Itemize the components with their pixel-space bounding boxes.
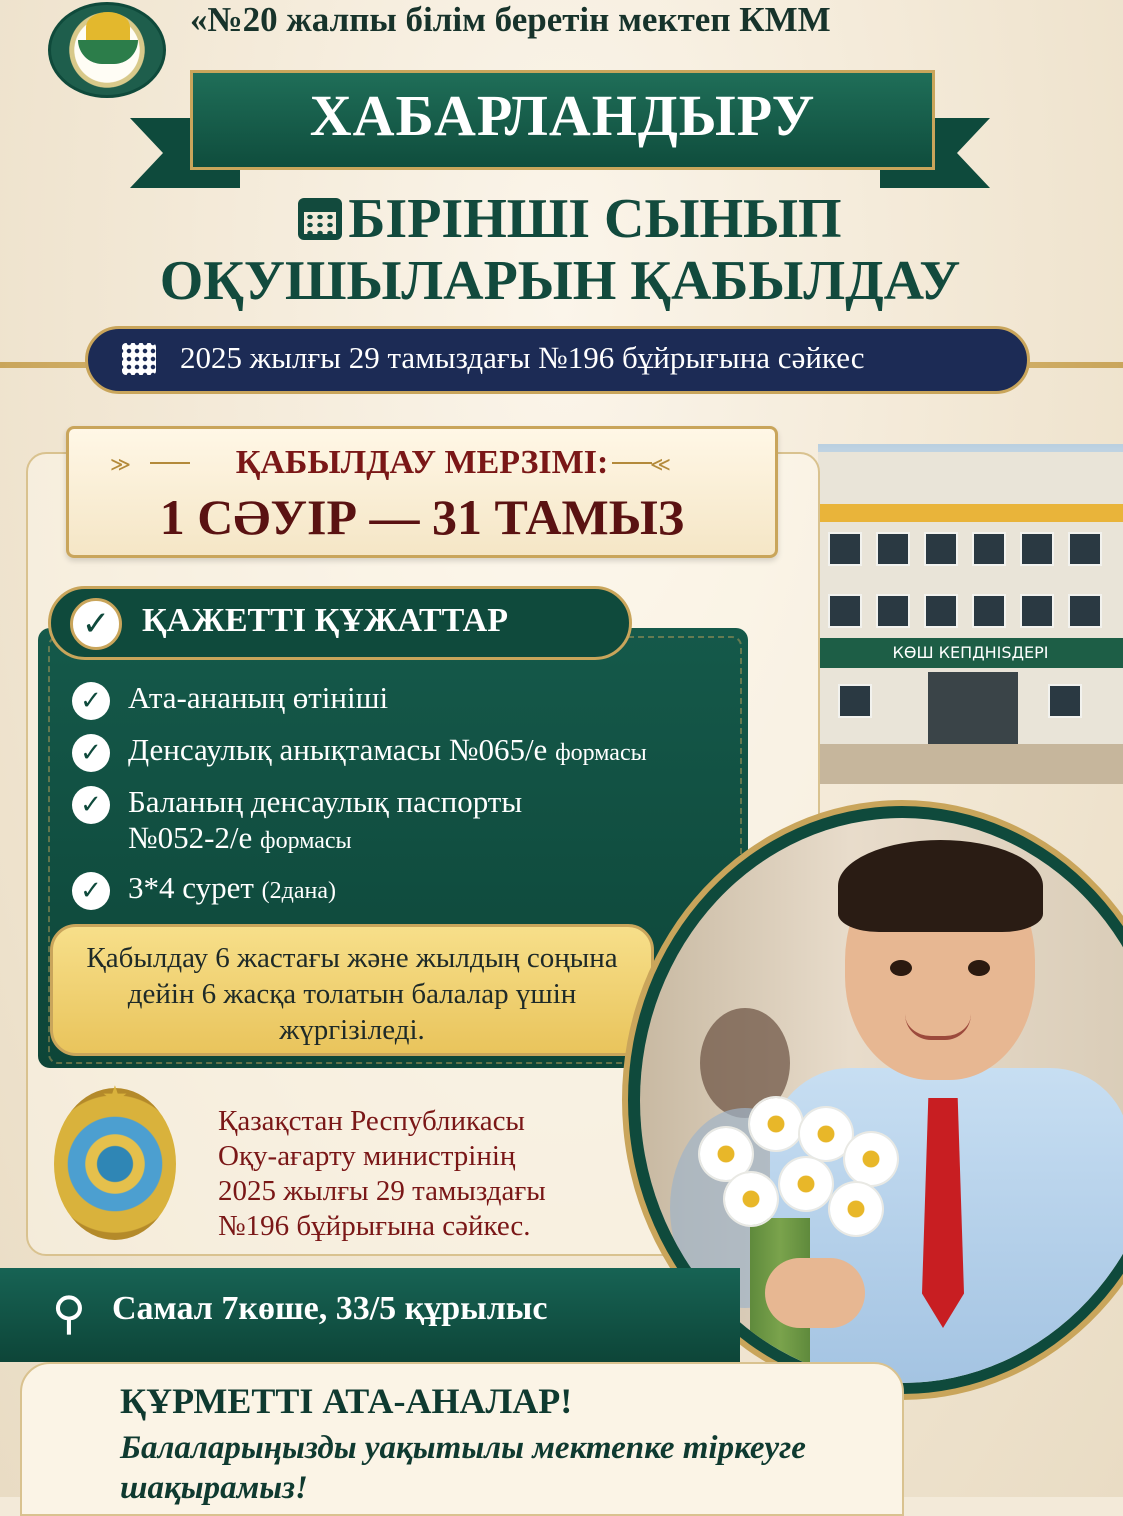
window [1048,684,1082,718]
daisy-icon [800,1108,852,1160]
emblem-star-icon: ★ [101,1080,129,1115]
window [876,532,910,566]
period-label: ҚАБЫЛДАУ МЕРЗІМІ: [235,444,609,481]
school-name: «№20 жалпы білім беретін мектеп КММ [190,0,831,39]
window [972,532,1006,566]
location-pin-icon: ⚲ [52,1286,86,1340]
page-title [150,188,970,312]
boy-hand [765,1258,865,1328]
boy-eye [890,960,912,976]
window [828,532,862,566]
document-text: 3*4 сурет [128,870,254,905]
document-text: Денсаулық анықтамасы №065/е [128,732,548,767]
age-note: Қабылдау 6 жастағы және жылдың соңына дейін 6 жасқа толатын балалар үшін жүргізіледі. [86,942,618,1046]
daisy-icon [700,1128,752,1180]
ornament-left-icon: ≫ [110,452,131,476]
decree-line: Қазақстан Республикасы [218,1105,525,1137]
window [1020,594,1054,628]
document-text-2: №052-2/е [128,820,253,855]
decree-line: 2025 жылғы 29 тамыздағы [218,1175,546,1207]
window [924,594,958,628]
window [972,594,1006,628]
document-text: Ата-ананың өтініші [128,680,389,715]
building-sign: КӨШ КЕПДНІSДЕРІ [818,638,1123,668]
window [838,684,872,718]
document-note: формасы [555,740,647,766]
calendar-icon [298,198,342,240]
daisy-bouquet [680,1088,900,1238]
address-text: Самал 7көше, 33/5 құрылыс [112,1290,548,1327]
check-icon: ✓ [72,786,110,824]
decree-line: Оқу-ағарту министрінің [218,1140,516,1172]
calendar-grid-icon [122,343,156,375]
boy-eye [968,960,990,976]
logo-sun-icon [86,12,130,42]
window [1068,532,1102,566]
title-line-1: БІРІНШІ СЫНЫП [348,188,842,250]
document-text: Баланың денсаулық паспорты [128,784,523,819]
check-icon: ✓ [72,734,110,772]
ground [818,744,1123,784]
daisy-icon [780,1158,832,1210]
daisy-icon [845,1133,897,1185]
window [1068,594,1102,628]
window [924,532,958,566]
daisy-icon [725,1173,777,1225]
document-note: (2дана) [261,878,337,904]
boy-hair [838,840,1043,932]
window [828,594,862,628]
period-dates: 1 СӘУІР — 31 ТАМЫЗ [159,489,685,545]
check-circle-icon: ✓ [70,598,122,650]
banner-title: ХАБАРЛАНДЫРУ [309,83,816,148]
red-tie [922,1098,964,1328]
decree-line: №196 бұйрығына сәйкес. [218,1210,531,1242]
daisy-icon [750,1098,802,1150]
window [1020,532,1054,566]
check-icon: ✓ [72,682,110,720]
decree-text [218,1104,638,1244]
ornament-right-icon: ≪ [650,452,671,476]
footer-subtitle: Балаларыңызды уақытылы мектепке тіркеуге шақырамыз! [120,1430,806,1506]
footer-title: ҚҰРМЕТТІ АТА-АНАЛАР! [120,1381,573,1421]
documents-heading: ҚАЖЕТТІ ҚҰЖАТТАР [142,602,508,639]
school-building-photo [818,444,1123,784]
order-text: 2025 жылғы 29 тамыздағы №196 бұйрығына сәйкес [180,340,865,375]
check-icon: ✓ [72,872,110,910]
building-stripe [818,504,1123,522]
daisy-icon [830,1183,882,1235]
title-line-2: ОҚУШЫЛАРЫН ҚАБЫЛДАУ [159,250,961,312]
document-note: формасы [260,828,352,854]
window [876,594,910,628]
